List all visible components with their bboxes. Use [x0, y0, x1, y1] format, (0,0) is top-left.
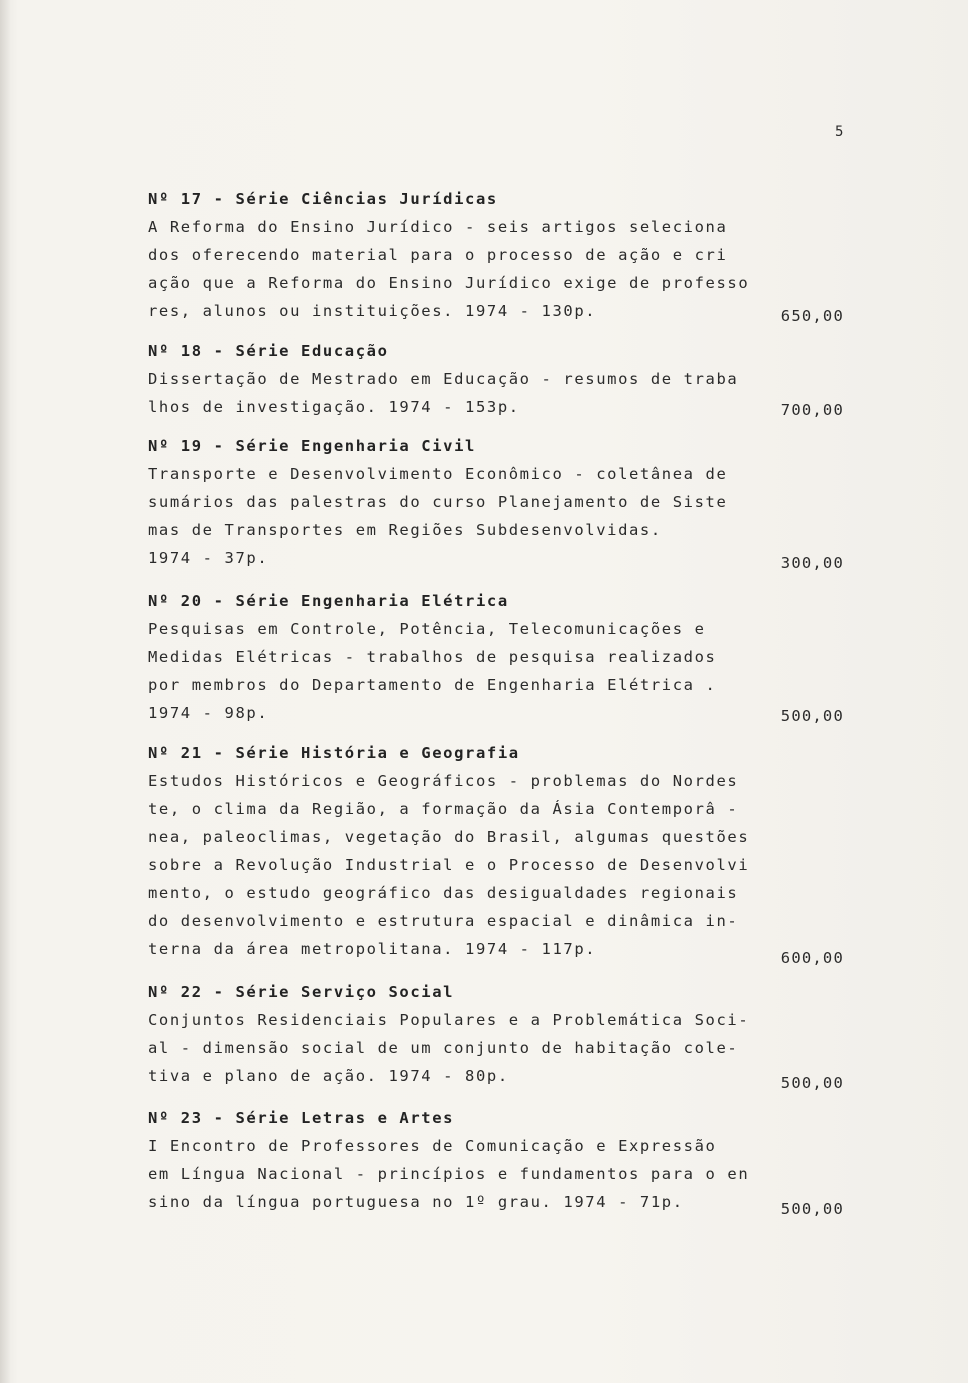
entry-price: 650,00 [780, 307, 844, 325]
catalog-entry-20 [148, 587, 848, 727]
entry-line: sumários das palestras do curso Planejamento de Siste [148, 493, 728, 511]
catalog-entry-18 [148, 337, 848, 421]
entry-line: Conjuntos Residenciais Populares e a Problemática Soci- [148, 1011, 750, 1029]
entry-price: 700,00 [780, 401, 844, 419]
entry-line: Dissertação de Mestrado em Educação - resumos de traba [148, 370, 739, 388]
entry-line: dos oferecendo material para o processo de ação e cri [148, 246, 728, 264]
entry-heading: Nº 20 - Série Engenharia Elétrica [148, 592, 509, 610]
entry-line: ação que a Reforma do Ensino Jurídico exige de professo [148, 274, 750, 292]
page-edge [0, 0, 10, 1383]
entry-heading: Nº 19 - Série Engenharia Civil [148, 437, 476, 455]
catalog-entry-17 [148, 185, 848, 325]
entry-price: 300,00 [780, 554, 844, 572]
entry-line: sino da língua portuguesa no 1º grau. 1974 - 71p. [148, 1193, 684, 1211]
catalog-entry-19 [148, 432, 848, 572]
entry-line: nea, paleoclimas, vegetação do Brasil, algumas questões [148, 828, 750, 846]
entry-line: mas de Transportes em Regiões Subdesenvolvidas. [148, 521, 662, 539]
entry-price: 600,00 [780, 949, 844, 967]
entry-line: lhos de investigação. 1974 - 153p. [148, 398, 520, 416]
entry-line: Pesquisas em Controle, Potência, Telecomunicações e [148, 620, 706, 638]
entry-line: te, o clima da Região, a formação da Ásia Contemporâ - [148, 800, 739, 818]
catalog-entry-23 [148, 1104, 848, 1216]
entry-line: em Língua Nacional - princípios e fundamentos para o en [148, 1165, 750, 1183]
entry-line: sobre a Revolução Industrial e o Processo de Desenvolvi [148, 856, 750, 874]
entry-heading: Nº 18 - Série Educação [148, 342, 389, 360]
entry-line: mento, o estudo geográfico das desigualdades regionais [148, 884, 739, 902]
entry-heading: Nº 17 - Série Ciências Jurídicas [148, 190, 498, 208]
entry-line: al - dimensão social de um conjunto de habitação cole- [148, 1039, 739, 1057]
catalog-entry-22 [148, 978, 848, 1090]
entry-price: 500,00 [780, 707, 844, 725]
entry-line: terna da área metropolitana. 1974 - 117p. [148, 940, 597, 958]
entry-line: 1974 - 98p. [148, 704, 269, 722]
entry-line: Medidas Elétricas - trabalhos de pesquisa realizados [148, 648, 717, 666]
entry-price: 500,00 [780, 1200, 844, 1218]
entry-line: por membros do Departamento de Engenharia Elétrica . [148, 676, 717, 694]
entry-line: do desenvolvimento e estrutura espacial e dinâmica in- [148, 912, 739, 930]
entry-heading: Nº 22 - Série Serviço Social [148, 983, 455, 1001]
page-number: 5 [835, 124, 845, 140]
entry-line: Transporte e Desenvolvimento Econômico - coletânea de [148, 465, 728, 483]
entry-line: A Reforma do Ensino Jurídico - seis artigos seleciona [148, 218, 728, 236]
entry-price: 500,00 [780, 1074, 844, 1092]
entry-line: tiva e plano de ação. 1974 - 80p. [148, 1067, 509, 1085]
entry-line: I Encontro de Professores de Comunicação e Expressão [148, 1137, 717, 1155]
entry-line: Estudos Históricos e Geográficos - problemas do Nordes [148, 772, 739, 790]
entry-heading: Nº 23 - Série Letras e Artes [148, 1109, 455, 1127]
catalog-entry-21 [148, 739, 848, 967]
entry-line: 1974 - 37p. [148, 549, 269, 567]
entry-heading: Nº 21 - Série História e Geografia [148, 744, 520, 762]
entry-line: res, alunos ou instituições. 1974 - 130p. [148, 302, 597, 320]
